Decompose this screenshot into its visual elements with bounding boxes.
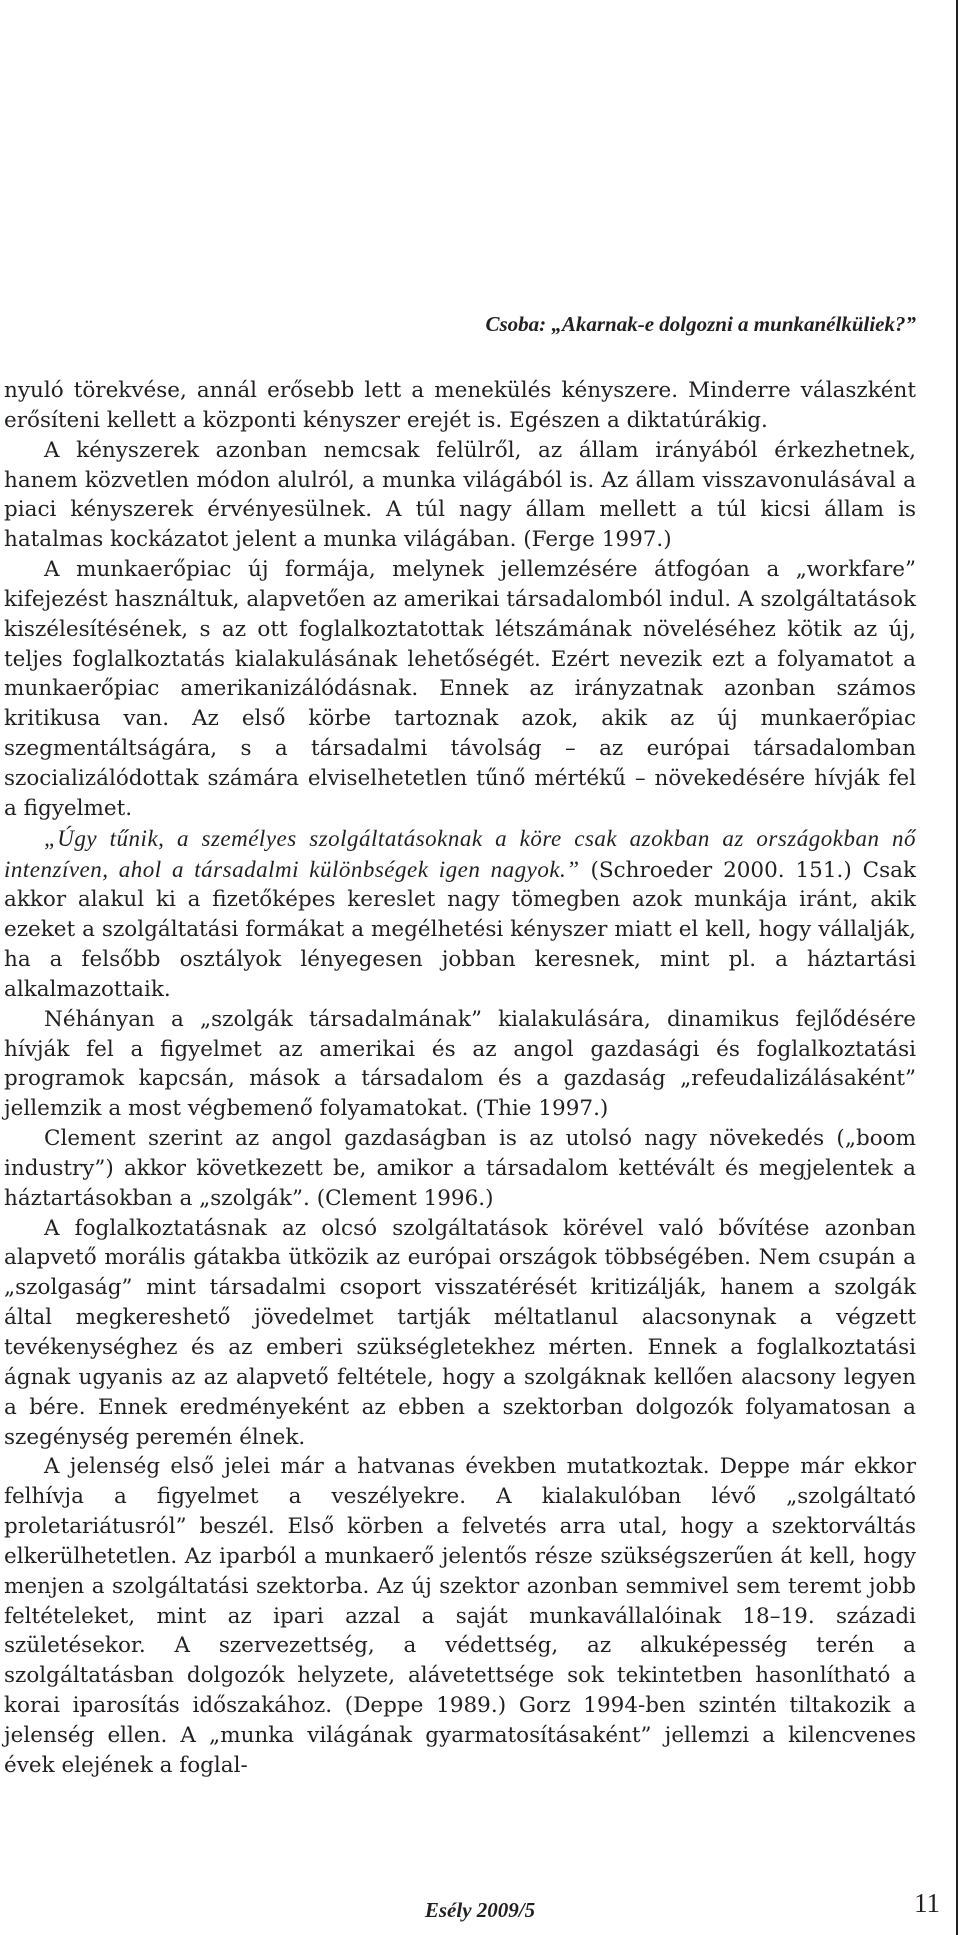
article-body (4, 376, 916, 1781)
quotation: „Úgy tűnik, a személyes szolgáltatásoknak a köre csak azokban az országokban nő intenzíven, ahol a társadalmi különbségek igen nagyok.” (4, 825, 916, 882)
paragraph-1: nyuló törekvése, annál erősebb lett a menekülés kényszere. Minderre válaszként erősíteni kellett a központi kényszer erejét is. Egészen a diktatúrákig. (4, 378, 916, 433)
page-edge-rule (956, 0, 958, 1935)
paragraph-2: A kényszerek azonban nemcsak felülről, az állam irányából érkezhetnek, hanem közvetlen módon alulról, a munka világából is. Az állam visszavonulásával a piaci kényszerek érvényesülnek. A túl nagy állam mellett a túl kicsi állam is hatalmas kockázatot jelent a munka világában. (Ferge 1997.) (4, 437, 916, 553)
paragraph-5: Néhányan a „szolgák társadalmának” kialakulására, dinamikus fejlődésére hívják fel a figyelmet az amerikai és az angol gazdasági és foglalkoztatási programok kapcsán, mások a társadalom és a gazdaság „refeudalizálásaként” jellemzik a most végbemenő folyamatokat. (Thie 1997.) (4, 1006, 916, 1122)
paragraph-7: A foglalkoztatásnak az olcsó szolgáltatások körével való bővítése azonban alapvető morális gátakba ütközik az európai országok többségében. Nem csupán a „szolgaság” mint társadalmi csoport visszatérését kritizálják, hanem a szolgák által megkereshető jövedelmet tartják méltatlanul alacsonynak a végzett tevékenységhez és az emberi szükségletekhez mérten. Ennek a foglalkoztatási ágnak ugyanis az az alapvető feltétele, hogy a szolgáknak kellően alacsony legyen a bére. Ennek eredményeként az ebben a szektorban dolgozók folyamatosan a szegénység peremén élnek. (4, 1215, 916, 1450)
paragraph-8: A jelenség első jelei már a hatvanas években mutatkoztak. Deppe már ekkor felhívja a figyelmet a veszélyekre. A kialakulóban lévő „szolgáltató proletariátusról” beszél. Első körben a felvetés arra utal, hogy a szektorváltás elkerülhetetlen. Az iparból a munkaerő jelentős része szükségszerűen át kell, hogy menjen a szolgáltatási szektorba. Az új szektor azonban semmivel sem teremt jobb feltételeket, mint az ipari azzal a saját munkavállalóinak 18–19. századi születésekor. A szervezettség, a védettség, az alkuképesség terén a szolgáltatásban dolgozók helyzete, alávetettsége sok tekintetben hasonlítható a korai iparosítás időszakához. (Deppe 1989.) Gorz 1994-ben szintén tiltakozik a jelenség ellen. A „munka világának gyarmatosításaként” jellemzi a kilencvenes évek elejének a foglal- (4, 1454, 916, 1778)
paragraph-4-text: (Schroeder 2000. 151.) Csak akkor alakul ki a fizetőképes kereslet nagy tömegben azok munkája iránt, akik ezeket a szolgáltatási formákat a megélhetési kényszer miatt el kell, hogy vállalják, ha a felsőbb osztályok lényegesen jobban keresnek, mint pl. a háztartási alkalmazottaik. (4, 857, 916, 1002)
page-number: 11 (914, 1888, 940, 1918)
running-header: Csoba: „Akarnak-e dolgozni a munkanélküliek?” (485, 312, 916, 336)
paragraph-4 (4, 824, 916, 1005)
paragraph-6: Clement szerint az angol gazdaságban is az utolsó nagy növekedés („boom industry”) akkor következett be, amikor a társadalom kettévált és megjelentek a háztartásokban a „szolgák”. (Clement 1996.) (4, 1126, 916, 1211)
paragraph-3: A munkaerőpiac új formája, melynek jellemzésére átfogóan a „workfare” kifejezést használtuk, alapvetően az amerikai társadalomból indul. A szolgáltatások kiszélesítésének, s az ott foglalkoztatottak létszámának növeléséhez kötik az új, teljes foglalkoztatás kialakulásának lehetőségét. Ezért nevezik ezt a folyamatot a munkaerőpiac amerikanizálódásnak. Ennek az irányzatnak azonban számos kritikusa van. Az első körbe tartoznak azok, akik az új munkaerőpiac szegmentáltságára, s a társadalmi távolság – az európai társadalomban szocializálódottak számára elviselhetetlen tűnő mértékű – növekedésére hívják fel a figyelmet. (4, 557, 916, 821)
journal-footer: Esély 2009/5 (424, 1898, 536, 1922)
